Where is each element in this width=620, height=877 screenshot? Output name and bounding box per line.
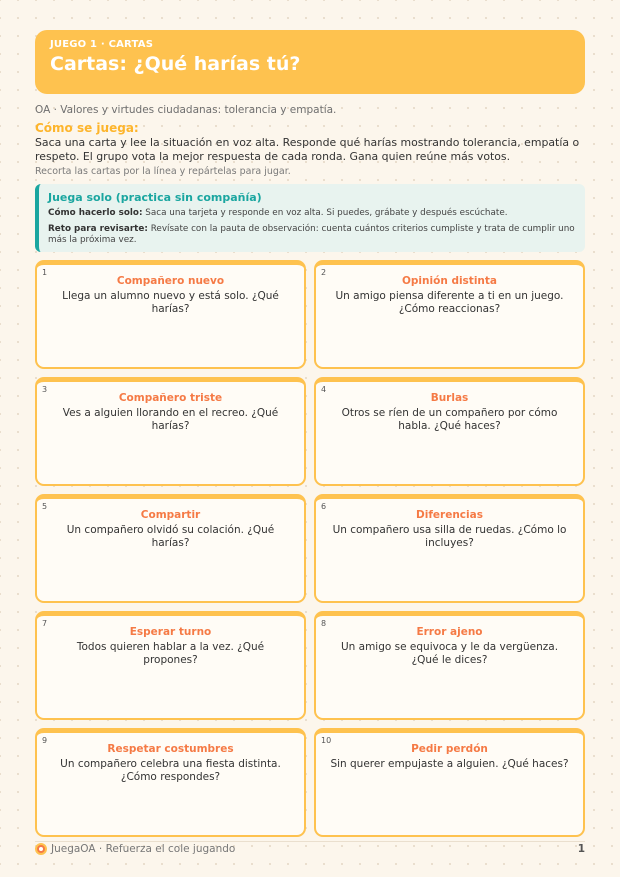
card-number: 6 <box>321 502 327 511</box>
card-number: 10 <box>321 736 332 745</box>
card-number: 4 <box>321 385 327 394</box>
cut-note: Recorta las cartas por la línea y repártelas para jugar. <box>35 166 291 177</box>
card-4[interactable] <box>314 377 585 486</box>
card-title: Error ajeno <box>416 626 483 638</box>
card-number: 3 <box>42 385 48 394</box>
page-title: Cartas: ¿Qué harías tú? <box>50 53 301 75</box>
card-text: Todos quieren hablar a la vez. ¿Qué propones? <box>76 641 265 666</box>
solo-title: Juega solo (practica sin compañía) <box>48 191 262 204</box>
card-3[interactable] <box>35 377 306 486</box>
card-7[interactable] <box>35 611 306 720</box>
page-number: 1 <box>577 843 585 855</box>
card-title: Compañero triste <box>118 392 223 404</box>
footer <box>35 843 585 859</box>
solo-how-text: Saca una tarjeta y responde en voz alta. Si puedes, grábate y después escúchate. <box>145 208 508 218</box>
solo-review-row <box>48 224 575 247</box>
card-number: 8 <box>321 619 327 628</box>
card-10[interactable] <box>314 728 585 837</box>
card-text: Un amigo piensa diferente a ti en un juego. ¿Cómo reaccionas? <box>335 290 564 315</box>
card-title: Compartir <box>140 509 201 521</box>
game-kicker: JUEGO 1 · CARTAS <box>50 39 154 50</box>
card-title: Diferencias <box>416 509 483 521</box>
card-title: Compañero nuevo <box>116 275 225 287</box>
card-title: Burlas <box>430 392 469 404</box>
card-number: 7 <box>42 619 48 628</box>
card-number: 1 <box>42 268 48 277</box>
card-1[interactable] <box>35 260 306 369</box>
solo-review-label: Reto para revisarte: <box>48 223 148 234</box>
card-title: Pedir perdón <box>411 743 488 755</box>
header-banner <box>35 30 585 94</box>
juegaoa-logo-icon <box>35 843 47 855</box>
card-number: 9 <box>42 736 48 745</box>
card-8[interactable] <box>314 611 585 720</box>
solo-play-box <box>35 184 585 252</box>
card-text: Sin querer empujaste a alguien. ¿Qué haces? <box>330 758 569 770</box>
how-to-play-text: Saca una carta y lee la situación en voz alta. Responde qué harías mostrando tolerancia, empatía o respeto. El grupo vota la mejor respuesta de cada ronda. Gana quien reúne más votos. <box>35 136 580 163</box>
card-title: Respetar costumbres <box>107 743 234 755</box>
card-text: Otros se ríen de un compañero por cómo habla. ¿Qué haces? <box>341 407 558 432</box>
card-title: Opinión distinta <box>401 275 498 287</box>
card-6[interactable] <box>314 494 585 603</box>
card-text: Un compañero olvidó su colación. ¿Qué harías? <box>66 524 275 549</box>
card-5[interactable] <box>35 494 306 603</box>
card-text: Llega un alumno nuevo y está solo. ¿Qué harías? <box>62 290 279 315</box>
solo-how-row <box>48 208 575 220</box>
footer-divider <box>35 841 585 842</box>
card-text: Ves a alguien llorando en el recreo. ¿Qué harías? <box>62 407 279 432</box>
footer-brand: JuegaOA · Refuerza el cole jugando <box>51 843 236 855</box>
card-number: 2 <box>321 268 327 277</box>
how-to-play-title: Cómo se juega: <box>35 121 139 135</box>
card-text: Un amigo se equivoca y le da vergüenza. ¿Qué le dices? <box>340 641 559 666</box>
card-number: 5 <box>42 502 48 511</box>
card-9[interactable] <box>35 728 306 837</box>
card-2[interactable] <box>314 260 585 369</box>
card-text: Un compañero celebra una fiesta distinta. ¿Cómo respondes? <box>60 758 281 783</box>
card-text: Un compañero usa silla de ruedas. ¿Cómo lo incluyes? <box>332 524 567 549</box>
card-title: Esperar turno <box>129 626 212 638</box>
solo-review-text: Revísate con la pauta de observación: cuenta cuántos criterios cumpliste y trata de cumplir uno más la próxima vez. <box>48 223 575 245</box>
solo-how-label: Cómo hacerlo solo: <box>48 208 143 218</box>
learning-objective: OA · Valores y virtudes ciudadanas: tolerancia y empatía. <box>35 104 337 116</box>
